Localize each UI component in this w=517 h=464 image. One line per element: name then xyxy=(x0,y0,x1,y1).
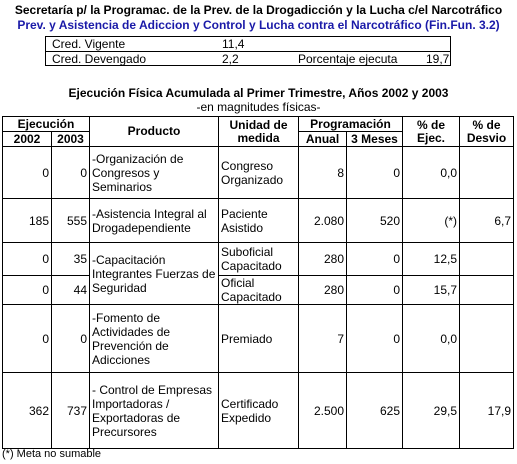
cell-unidad: Paciente Asistido xyxy=(219,199,299,243)
cell-2002: 362 xyxy=(3,373,52,449)
header-2002: 2002 xyxy=(3,132,52,147)
cell-anual: 2.080 xyxy=(299,199,347,243)
cell-pct-ejec: 15,7 xyxy=(403,276,460,305)
header-anual: Anual xyxy=(299,132,347,147)
cell-3-meses: 0 xyxy=(347,147,403,199)
cell-2003: 35 xyxy=(52,243,90,276)
table-row xyxy=(3,243,514,276)
cell-2003: 0 xyxy=(52,147,90,199)
header-pct-desvio: % de Desvio xyxy=(460,117,514,147)
cell-3-meses: 0 xyxy=(347,305,403,373)
cell-pct-desvio xyxy=(460,243,514,276)
cell-anual: 280 xyxy=(299,243,347,276)
cell-anual: 2.500 xyxy=(299,373,347,449)
cell-producto: - Control de Empresas Importadoras / Exportadoras de Precursores xyxy=(90,373,219,449)
cell-unidad: Certificado Expedido xyxy=(219,373,299,449)
cell-pct-desvio: 6,7 xyxy=(460,199,514,243)
credit-row-devengado xyxy=(46,52,450,66)
execution-table xyxy=(2,116,514,449)
header-producto: Producto xyxy=(90,117,219,147)
cell-3-meses: 0 xyxy=(347,243,403,276)
cell-unidad: Premiado xyxy=(219,305,299,373)
cred-devengado-value: 2,2 xyxy=(222,52,239,66)
header-pct-ejec: % de Ejec. xyxy=(403,117,460,147)
cell-anual: 280 xyxy=(299,276,347,305)
cell-2003: 0 xyxy=(52,305,90,373)
cell-2003: 737 xyxy=(52,373,90,449)
header-2003: 2003 xyxy=(52,132,90,147)
cell-producto: -Fomento de Actividades de Prevención de Adicciones xyxy=(90,305,219,373)
cred-vigente-label: Cred. Vigente xyxy=(52,37,126,51)
cell-producto: -Capacitación Integrantes Fuerzas de Seguridad xyxy=(90,243,219,305)
cell-pct-ejec: 29,5 xyxy=(403,373,460,449)
cell-pct-ejec: 0,0 xyxy=(403,147,460,199)
footnote: (*) Meta no sumable xyxy=(2,448,102,460)
header-ejecucion: Ejecución xyxy=(3,117,90,132)
cell-producto: -Asistencia Integral al Drogadependiente xyxy=(90,199,219,243)
cell-pct-desvio xyxy=(460,147,514,199)
cell-anual: 7 xyxy=(299,305,347,373)
cell-pct-ejec: 12,5 xyxy=(403,243,460,276)
credit-box xyxy=(45,36,451,66)
table-row xyxy=(3,147,514,199)
cell-pct-desvio: 17,9 xyxy=(460,373,514,449)
report-title: Secretaría p/ la Programac. de la Prev. de la Drogadicción y la Lucha c/el Narcotráfico xyxy=(14,3,503,17)
cell-pct-desvio xyxy=(460,305,514,373)
cell-unidad: Oficial Capacitado xyxy=(219,276,299,305)
table-row xyxy=(3,373,514,449)
cell-2002: 0 xyxy=(3,147,52,199)
cell-pct-desvio xyxy=(460,276,514,305)
report-subtitle: Prev. y Asistencia de Adiccion y Control y Lucha contra el Narcotráfico (Fin.Fun. 3.2) xyxy=(17,18,500,32)
cell-3-meses: 625 xyxy=(347,373,403,449)
cell-3-meses: 0 xyxy=(347,276,403,305)
header-programacion: Programación xyxy=(299,117,403,132)
cell-pct-ejec: (*) xyxy=(403,199,460,243)
header-3-meses: 3 Meses xyxy=(347,132,403,147)
table-row xyxy=(3,305,514,373)
cred-devengado-label: Cred. Devengado xyxy=(52,52,147,66)
cell-2002: 0 xyxy=(3,276,52,305)
cell-2002: 185 xyxy=(3,199,52,243)
cell-3-meses: 520 xyxy=(347,199,403,243)
cell-2002: 0 xyxy=(3,305,52,373)
cell-2003: 44 xyxy=(52,276,90,305)
cell-anual: 8 xyxy=(299,147,347,199)
cell-unidad: Suboficial Capacitado xyxy=(219,243,299,276)
table-row xyxy=(3,199,514,243)
porcentaje-label: Porcentaje ejecuta xyxy=(298,52,398,66)
cred-vigente-value: 11,4 xyxy=(222,37,245,51)
table-row xyxy=(3,276,514,305)
cell-producto: -Organización de Congresos y Seminarios xyxy=(90,147,219,199)
cell-2002: 0 xyxy=(3,243,52,276)
porcentaje-value: 19,7 xyxy=(426,52,450,66)
header-unidad: Unidad de medida xyxy=(219,117,299,147)
section-title: Ejecución Física Acumulada al Primer Trimestre, Años 2002 y 2003 xyxy=(68,86,449,100)
cell-2003: 555 xyxy=(52,199,90,243)
cell-pct-ejec: 0,0 xyxy=(403,305,460,373)
section-subtitle: -en magnitudes físicas- xyxy=(196,100,321,114)
credit-row-vigente xyxy=(46,37,450,52)
cell-unidad: Congreso Organizado xyxy=(219,147,299,199)
